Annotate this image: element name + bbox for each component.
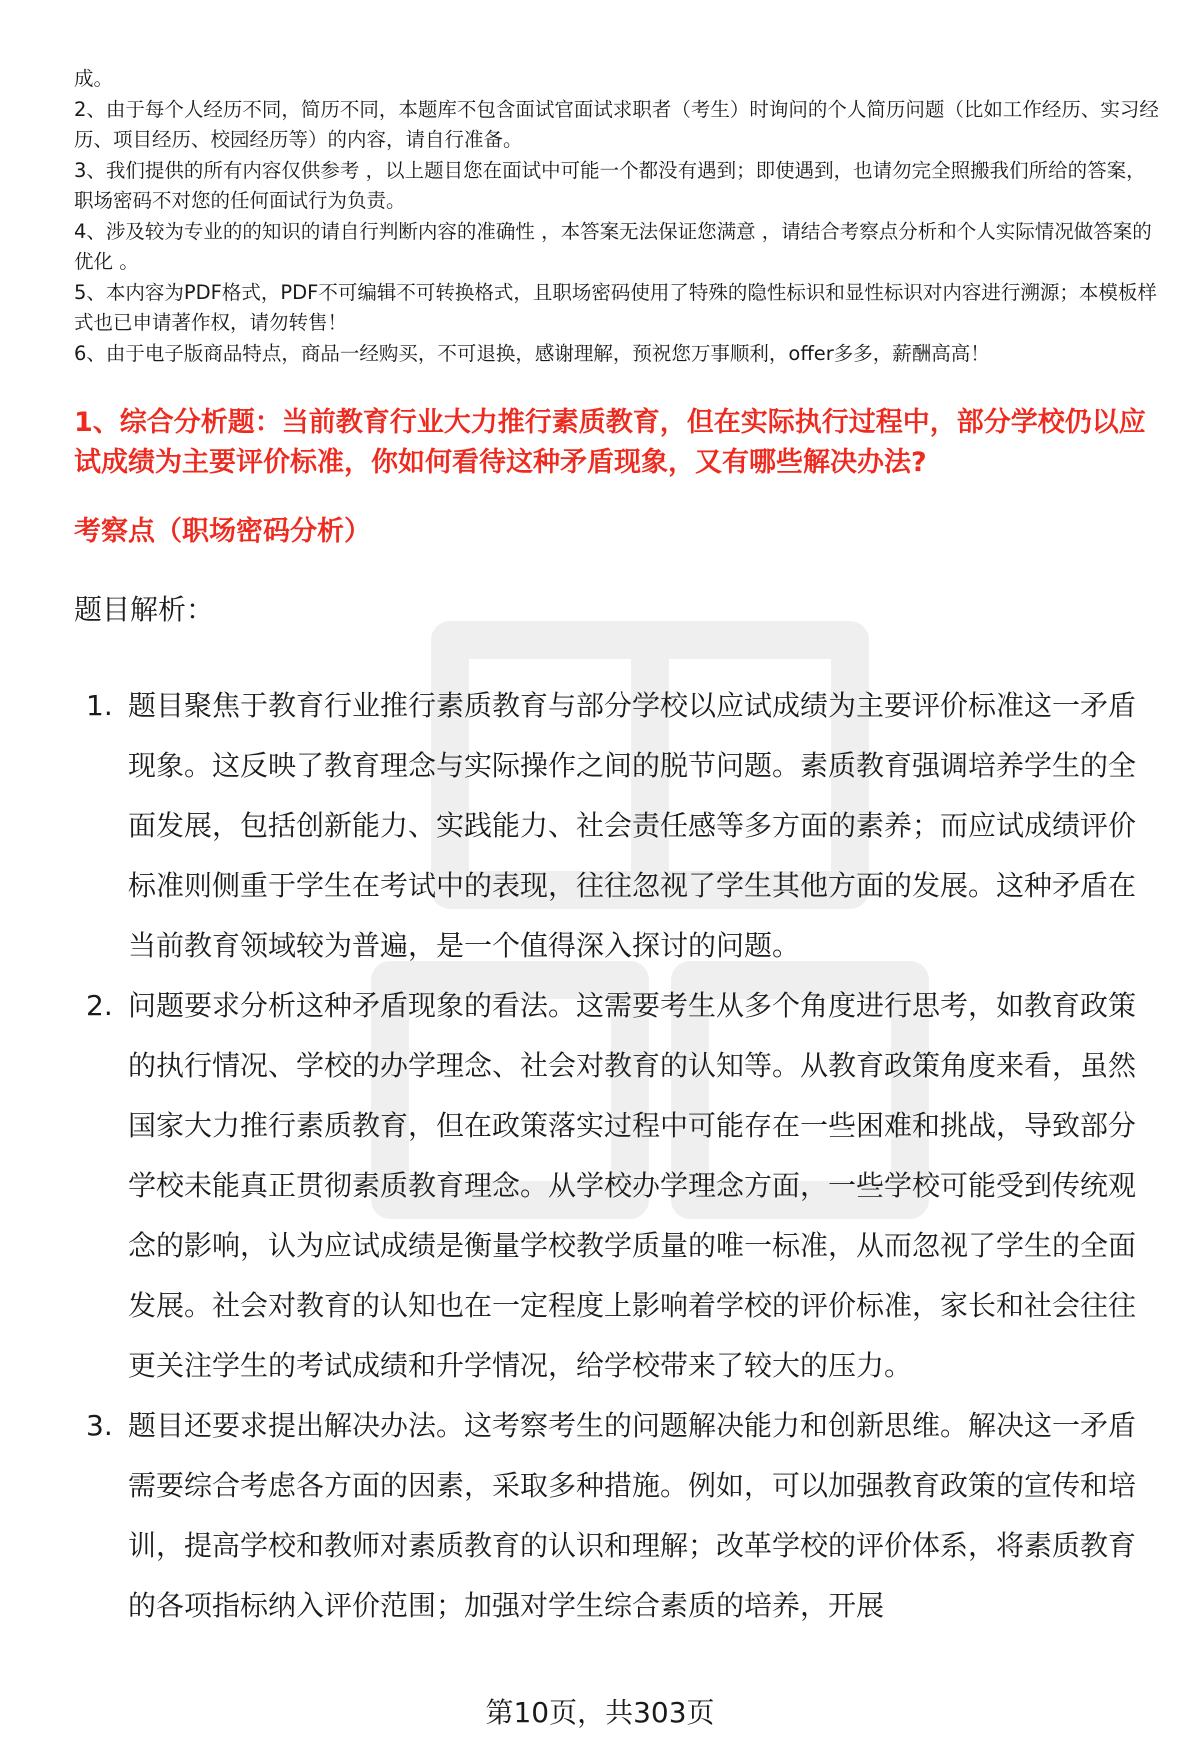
list-number: 1.	[86, 689, 113, 722]
disclaimer-notes	[74, 64, 1164, 369]
list-item-text: 问题要求分析这种矛盾现象的看法。这需要考生从多个角度进行思考，如教育政策的执行情况、学校的办学理念、社会对教育的认知等。从教育政策角度来看，虽然国家大力推行素质教育，但在政策落实过程中可能存在一些困难和挑战，导致部分学校未能真正贯彻素质教育理念。从学校办学理念方面，一些学校可能受到传统观念的影响，认为应试成绩是衡量学校教学质量的唯一标准，从而忽视了学生的全面发展。社会对教育的认知也在一定程度上影响着学校的评价标准，家长和社会往往更关注学生的考试成绩和升学情况，给学校带来了较大的压力。	[128, 989, 1137, 1382]
note-line: 3、我们提供的所有内容仅供参考 ，以上题目您在面试中可能一个都没有遇到；即使遇到，也请勿完全照搬我们所给的答案，职场密码不对您的任何面试行为负责。	[74, 158, 1146, 212]
question-title: 1、综合分析题：当前教育行业大力推行素质教育，但在实际执行过程中，部分学校仍以应试成绩为主要评价标准，你如何看待这种矛盾现象，又有哪些解决办法?	[74, 407, 1146, 478]
note-line: 6、由于电子版商品特点，商品一经购买，不可退换，感谢理解，预祝您万事顺利，offer多多，薪酬高高！	[74, 341, 990, 365]
list-item-text: 题目聚焦于教育行业推行素质教育与部分学校以应试成绩为主要评价标准这一矛盾现象。这反映了教育理念与实际操作之间的脱节问题。素质教育强调培养学生的全面发展，包括创新能力、实践能力、社会责任感等多方面的素养；而应试成绩评价标准则侧重于学生在考试中的表现，往往忽视了学生其他方面的发展。这种矛盾在当前教育领域较为普遍，是一个值得深入探讨的问题。	[128, 689, 1137, 962]
list-number: 2.	[86, 989, 113, 1022]
note-line: 5、本内容为PDF格式，PDF不可编辑不可转换格式，且职场密码使用了特殊的隐性标识和显性标识对内容进行溯源；本模板样式也已申请著作权，请勿转售！	[74, 280, 1157, 334]
list-item	[74, 976, 1154, 1396]
note-line: 4、涉及较为专业的的知识的请自行判断内容的准确性 ，本答案无法保证您满意 ，请结合考察点分析和个人实际情况做答案的优化 。	[74, 219, 1152, 273]
list-item-text: 题目还要求提出解决办法。这考察考生的问题解决能力和创新思维。解决这一矛盾需要综合考虑各方面的因素，采取多种措施。例如，可以加强教育政策的宣传和培训，提高学校和教师对素质教育的认识和理解；改革学校的评价体系，将素质教育的各项指标纳入评价范围；加强对学生综合素质的培养，开展	[128, 1409, 1137, 1622]
page-footer: 第10页，共303页	[485, 1696, 715, 1729]
list-item	[74, 1396, 1154, 1636]
note-line: 2、由于每个人经历不同，简历不同，本题库不包含面试官面试求职者（考生）时询问的个人简历问题（比如工作经历、实习经历、项目经历、校园经历等）的内容，请自行准备。	[74, 97, 1159, 151]
analysis-label: 题目解析：	[74, 593, 215, 626]
assessment-heading: 考察点（职场密码分析）	[74, 516, 371, 547]
list-item	[74, 676, 1154, 976]
note-line: 成。	[74, 67, 114, 90]
analysis-list	[74, 676, 1154, 1636]
list-number: 3.	[86, 1409, 113, 1442]
